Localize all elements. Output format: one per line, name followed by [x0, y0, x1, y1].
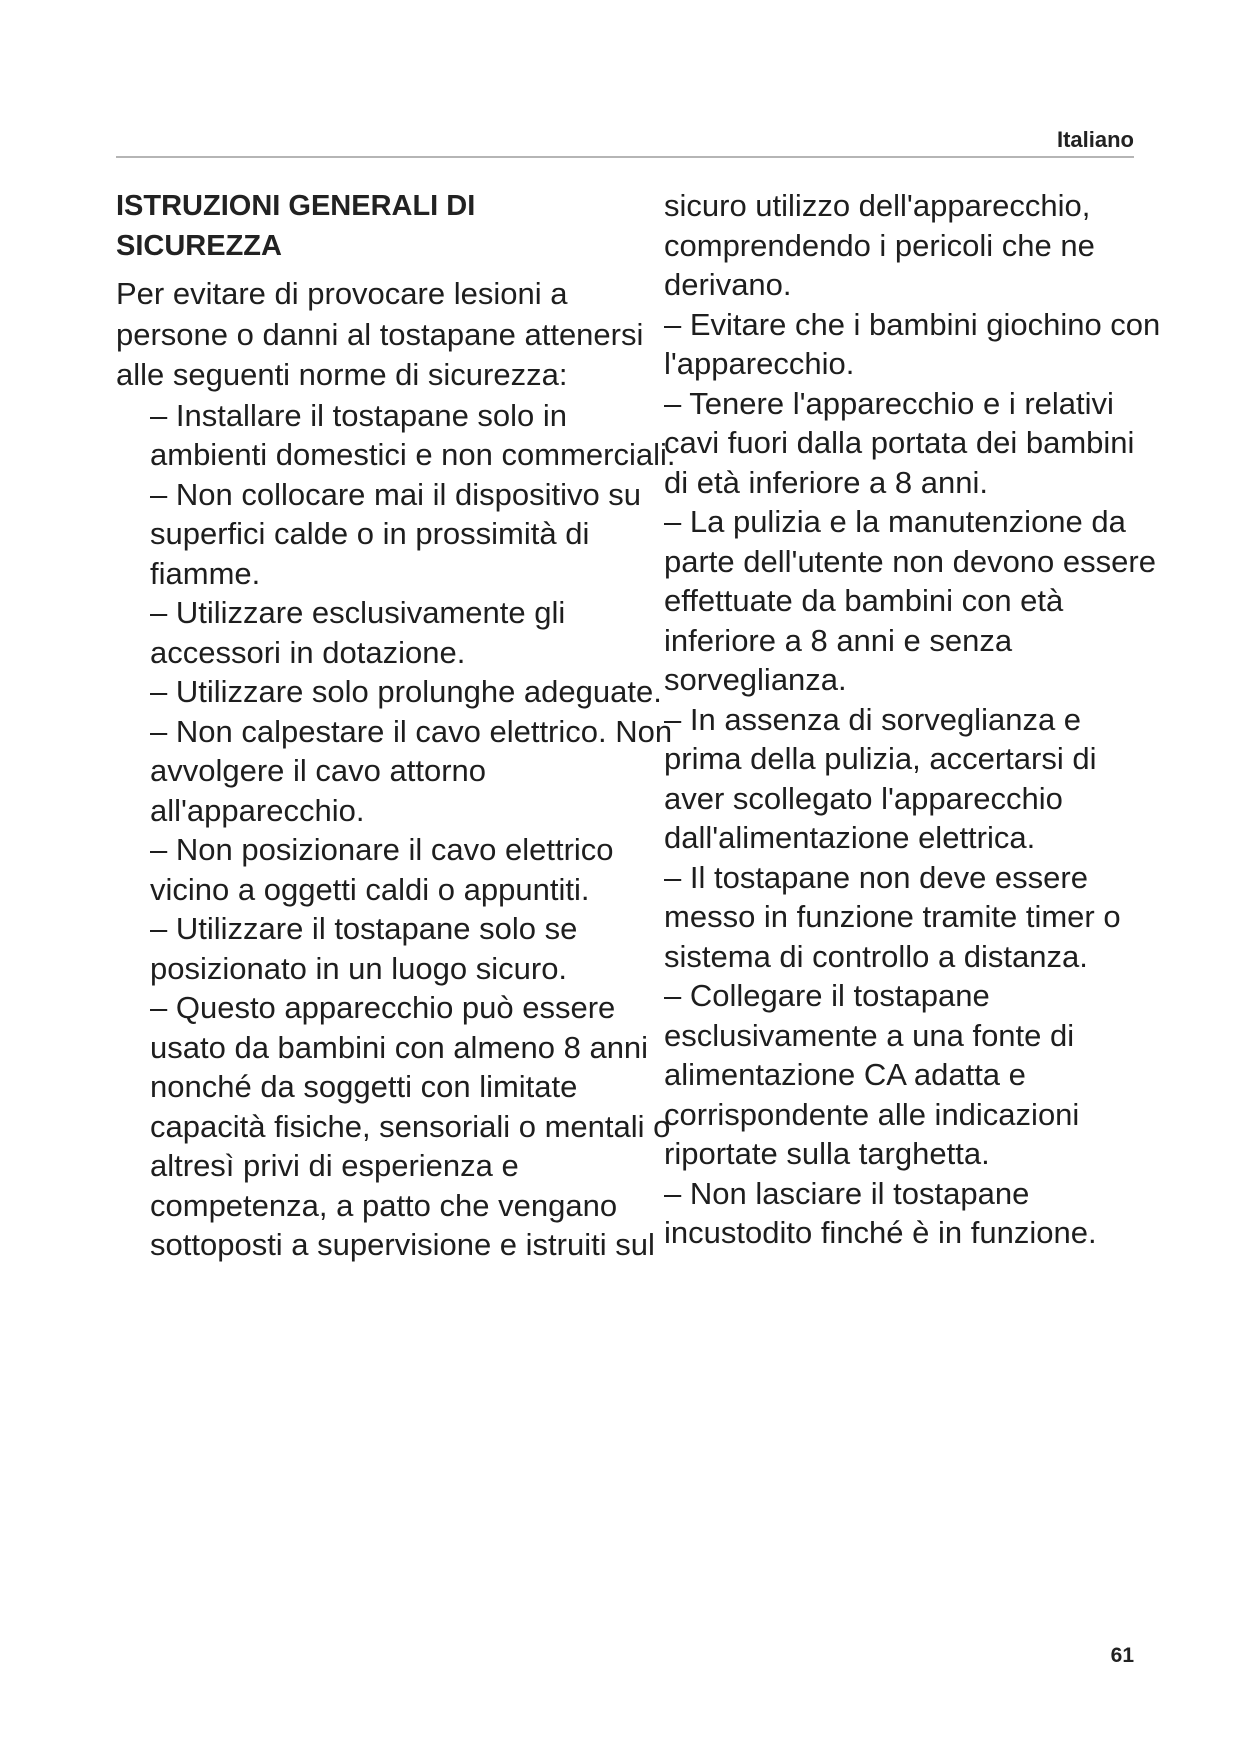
section-title-line-1: ISTRUZIONI GENERALI DI — [116, 190, 476, 222]
continuation-paragraph: sicuro utilizzo dell'apparecchio, comprendendo i pericoli che ne derivano. — [664, 188, 1095, 302]
list-item: – Non collocare mai il dispositivo su superfici calde o in prossimità di fiamme. — [150, 476, 642, 591]
list-item: – Tenere l'apparecchio e i relativi cavi fuori dalla portata dei bambini di età inferiore a 8 anni. — [664, 385, 1135, 500]
intro-paragraph: Per evitare di provocare lesioni a persone o danni al tostapane attenersi alle seguenti norme di sicurezza: — [116, 276, 644, 392]
page-number: 61 — [1110, 1644, 1134, 1667]
section-title-line-2: SICUREZZA — [116, 230, 282, 262]
left-column — [116, 186, 676, 1265]
list-item: – Non lasciare il tostapane incustodito finché è in funzione. — [664, 1175, 1097, 1250]
list-item: – Collegare il tostapane esclusivamente a una fonte di alimentazione CA adatta e corrispondente alle indicazioni riportate sulla targhetta. — [664, 978, 1080, 1171]
list-item: – La pulizia e la manutenzione da parte dell'utente non devono essere effettuate da bambini con età inferiore a 8 anni e senza sorveglianza. — [664, 504, 1156, 697]
right-column — [664, 186, 1164, 1253]
right-safety-list — [664, 305, 1164, 1253]
list-item: – Utilizzare solo prolunghe adeguate. — [150, 674, 662, 709]
list-item: – Utilizzare esclusivamente gli accessori in dotazione. — [150, 595, 566, 670]
list-item: – Non calpestare il cavo elettrico. Non avvolgere il cavo attorno all'apparecchio. — [150, 713, 673, 828]
section-title — [116, 186, 676, 266]
list-item: – Il tostapane non deve essere messo in funzione tramite timer o sistema di controllo a distanza. — [664, 859, 1121, 974]
list-item: – Utilizzare il tostapane solo se posizionato in un luogo sicuro. — [150, 911, 578, 986]
list-item: – In assenza di sorveglianza e prima della pulizia, accertarsi di aver scollegato l'apparecchio dall'alimentazione elettrica. — [664, 701, 1097, 855]
left-safety-list — [116, 396, 676, 1265]
list-item: – Installare il tostapane solo in ambienti domestici e non commerciali. — [150, 397, 676, 472]
list-item: – Questo apparecchio può essere usato da bambini con almeno 8 anni nonché da soggetti con limitate capacità fisiche, sensoriali o mentali o altresì privi di esperienza e competenza, a patto che vengano sottoposti a supervisione e istruiti sul — [150, 990, 671, 1262]
header-divider — [116, 156, 1134, 158]
list-item: – Non posizionare il cavo elettrico vicino a oggetti caldi o appuntiti. — [150, 832, 614, 907]
header-language-label: Italiano — [1056, 127, 1134, 152]
list-item: – Evitare che i bambini giochino con l'apparecchio. — [664, 306, 1161, 381]
